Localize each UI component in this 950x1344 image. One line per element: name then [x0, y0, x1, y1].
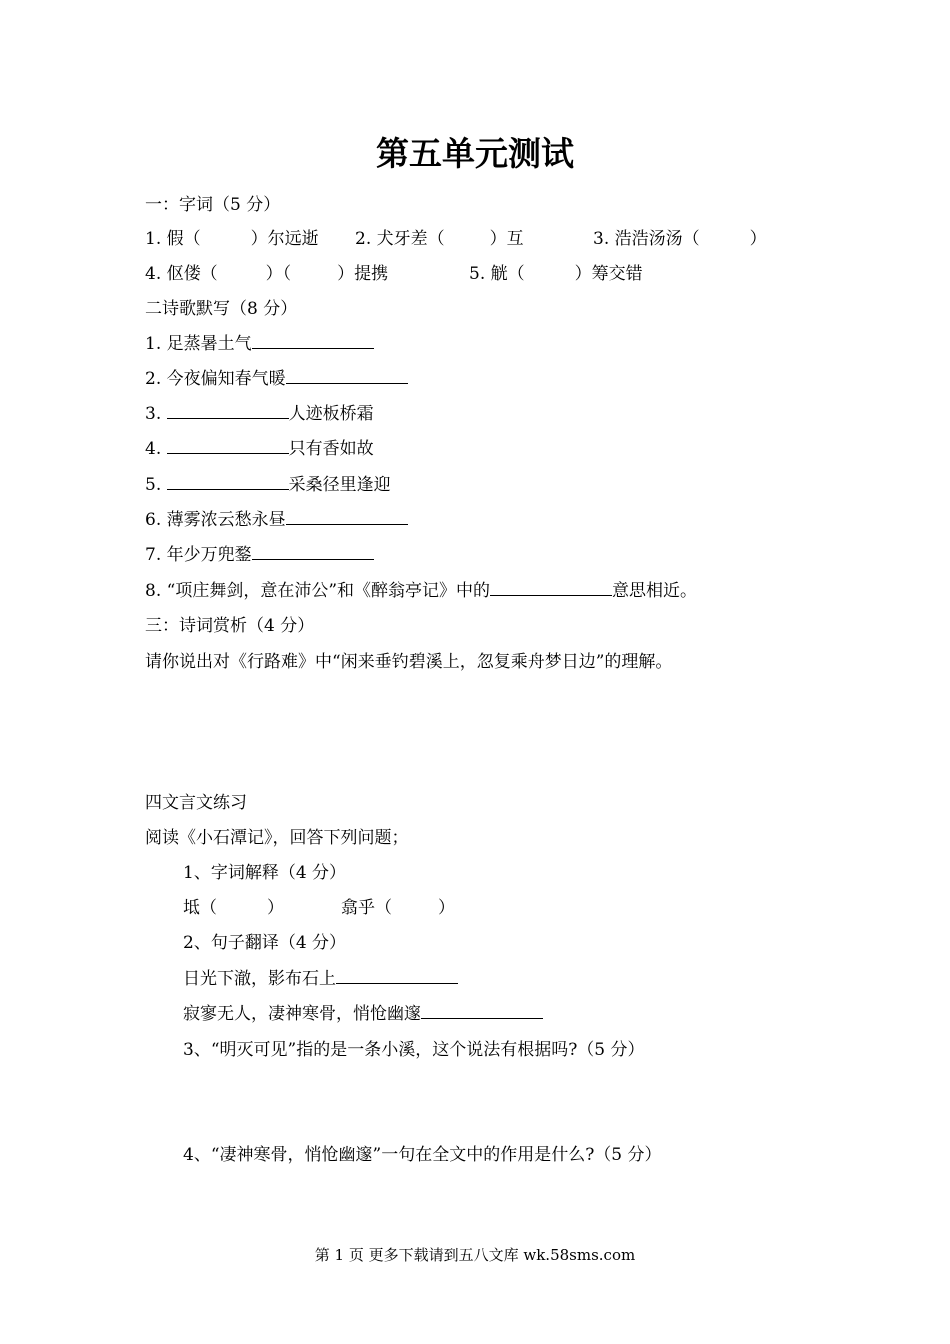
s2-q1-text: 1. 足蒸暑土气 [145, 334, 252, 354]
page-title: 第五单元测试 [376, 134, 574, 173]
answer-blank [336, 967, 458, 984]
s4-q4: 4、“凄神寒骨，悄怆幽邃”一句在全文中的作用是什么?（5 分） [183, 1145, 662, 1165]
s1-q5-start: 5. 觥（ [469, 264, 525, 284]
s1-q2-end: ）互 [489, 229, 524, 249]
s2-q7 [145, 543, 374, 567]
s2-q6-text: 6. 薄雾浓云愁永昼 [145, 510, 286, 530]
answer-blank [167, 473, 289, 490]
s1-row-1 [145, 227, 319, 251]
s1-q1-start: 1. 假（ [145, 229, 201, 249]
s2-q8-end: 意思相近。 [612, 581, 698, 601]
section-3-heading: 三：诗词赏析（4 分） [145, 616, 315, 636]
s4-q1-item-1 [183, 896, 284, 920]
answer-blank [286, 367, 408, 384]
s1-q5-end: ）筹交错 [574, 264, 643, 284]
s4-intro: 阅读《小石潭记》，回答下列问题； [145, 828, 409, 848]
s4-q1-item-1-end: ） [267, 898, 284, 918]
s2-q3-text: 人迹板桥霜 [288, 404, 374, 424]
s1-q4-end: ）提携 [337, 264, 389, 284]
s2-q2 [145, 367, 408, 391]
s2-q3-number: 3. [145, 404, 167, 424]
answer-blank [167, 437, 289, 454]
s4-q2: 2、句子翻译（4 分） [183, 933, 347, 953]
page-footer: 第 1 页 更多下载请到五八文库 wk.58sms.com [314, 1246, 636, 1264]
s4-q2b-text: 寂寥无人，凄神寒骨，悄怆幽邃 [183, 1004, 421, 1024]
answer-blank [167, 402, 289, 419]
s1-q4-mid: ）（ [265, 264, 292, 284]
s3-question: 请你说出对《行路难》中“闲来垂钓碧溪上，忽复乘舟梦日边”的理解。 [145, 652, 673, 672]
answer-blank [252, 543, 374, 560]
s2-q5 [145, 473, 391, 497]
answer-blank [421, 1002, 543, 1019]
s2-q8 [145, 579, 697, 603]
s1-q4-start: 4. 伛偻（ [145, 264, 218, 284]
s2-q1 [145, 332, 374, 356]
answer-blank [490, 579, 612, 596]
s2-q8-text: 8. “项庄舞剑，意在沛公”和《醉翁亭记》中的 [145, 581, 491, 601]
s2-q2-text: 2. 今夜偏知春气暖 [145, 369, 286, 389]
s1-q3-end: ） [749, 229, 767, 249]
s2-q4 [145, 437, 374, 461]
section-1-heading: 一：字词（5 分） [145, 195, 281, 215]
s4-q2-sentence-2 [183, 1002, 543, 1026]
s1-q3-start: 3. 浩浩汤汤（ [593, 229, 700, 249]
s1-row-2 [145, 262, 388, 286]
s2-q5-text: 采桑径里逢迎 [288, 475, 391, 495]
answer-blank [286, 508, 408, 525]
s4-q1-item-2-start: 翕乎（ [341, 898, 392, 918]
s4-q1-item-2 [341, 896, 455, 920]
s1-q2-start: 2. 犬牙差（ [355, 229, 445, 249]
section-4-heading: 四文言文练习 [145, 793, 247, 813]
s1-q2 [355, 227, 524, 251]
s1-q1-end: ）尔远逝 [250, 229, 319, 249]
section-2-heading: 二诗歌默写（8 分） [145, 299, 298, 319]
s4-q1-item-2-end: ） [438, 898, 455, 918]
s2-q5-number: 5. [145, 475, 167, 495]
s4-q2a-text: 日光下澈，影布石上 [183, 969, 336, 989]
s2-q4-text: 只有香如故 [288, 439, 374, 459]
s2-q4-number: 4. [145, 439, 167, 459]
s1-q3 [593, 227, 767, 251]
s1-q5 [469, 262, 643, 286]
s2-q3 [145, 402, 374, 426]
s4-q3: 3、“明灭可见”指的是一条小溪，这个说法有根据吗?（5 分） [183, 1040, 645, 1060]
s2-q7-text: 7. 年少万兜鍪 [145, 545, 252, 565]
s4-q2-sentence-1 [183, 967, 458, 991]
answer-blank [252, 332, 374, 349]
s4-q1-item-1-start: 坻（ [183, 898, 217, 918]
s4-q1: 1、字词解释（4 分） [183, 863, 347, 883]
s2-q6 [145, 508, 408, 532]
